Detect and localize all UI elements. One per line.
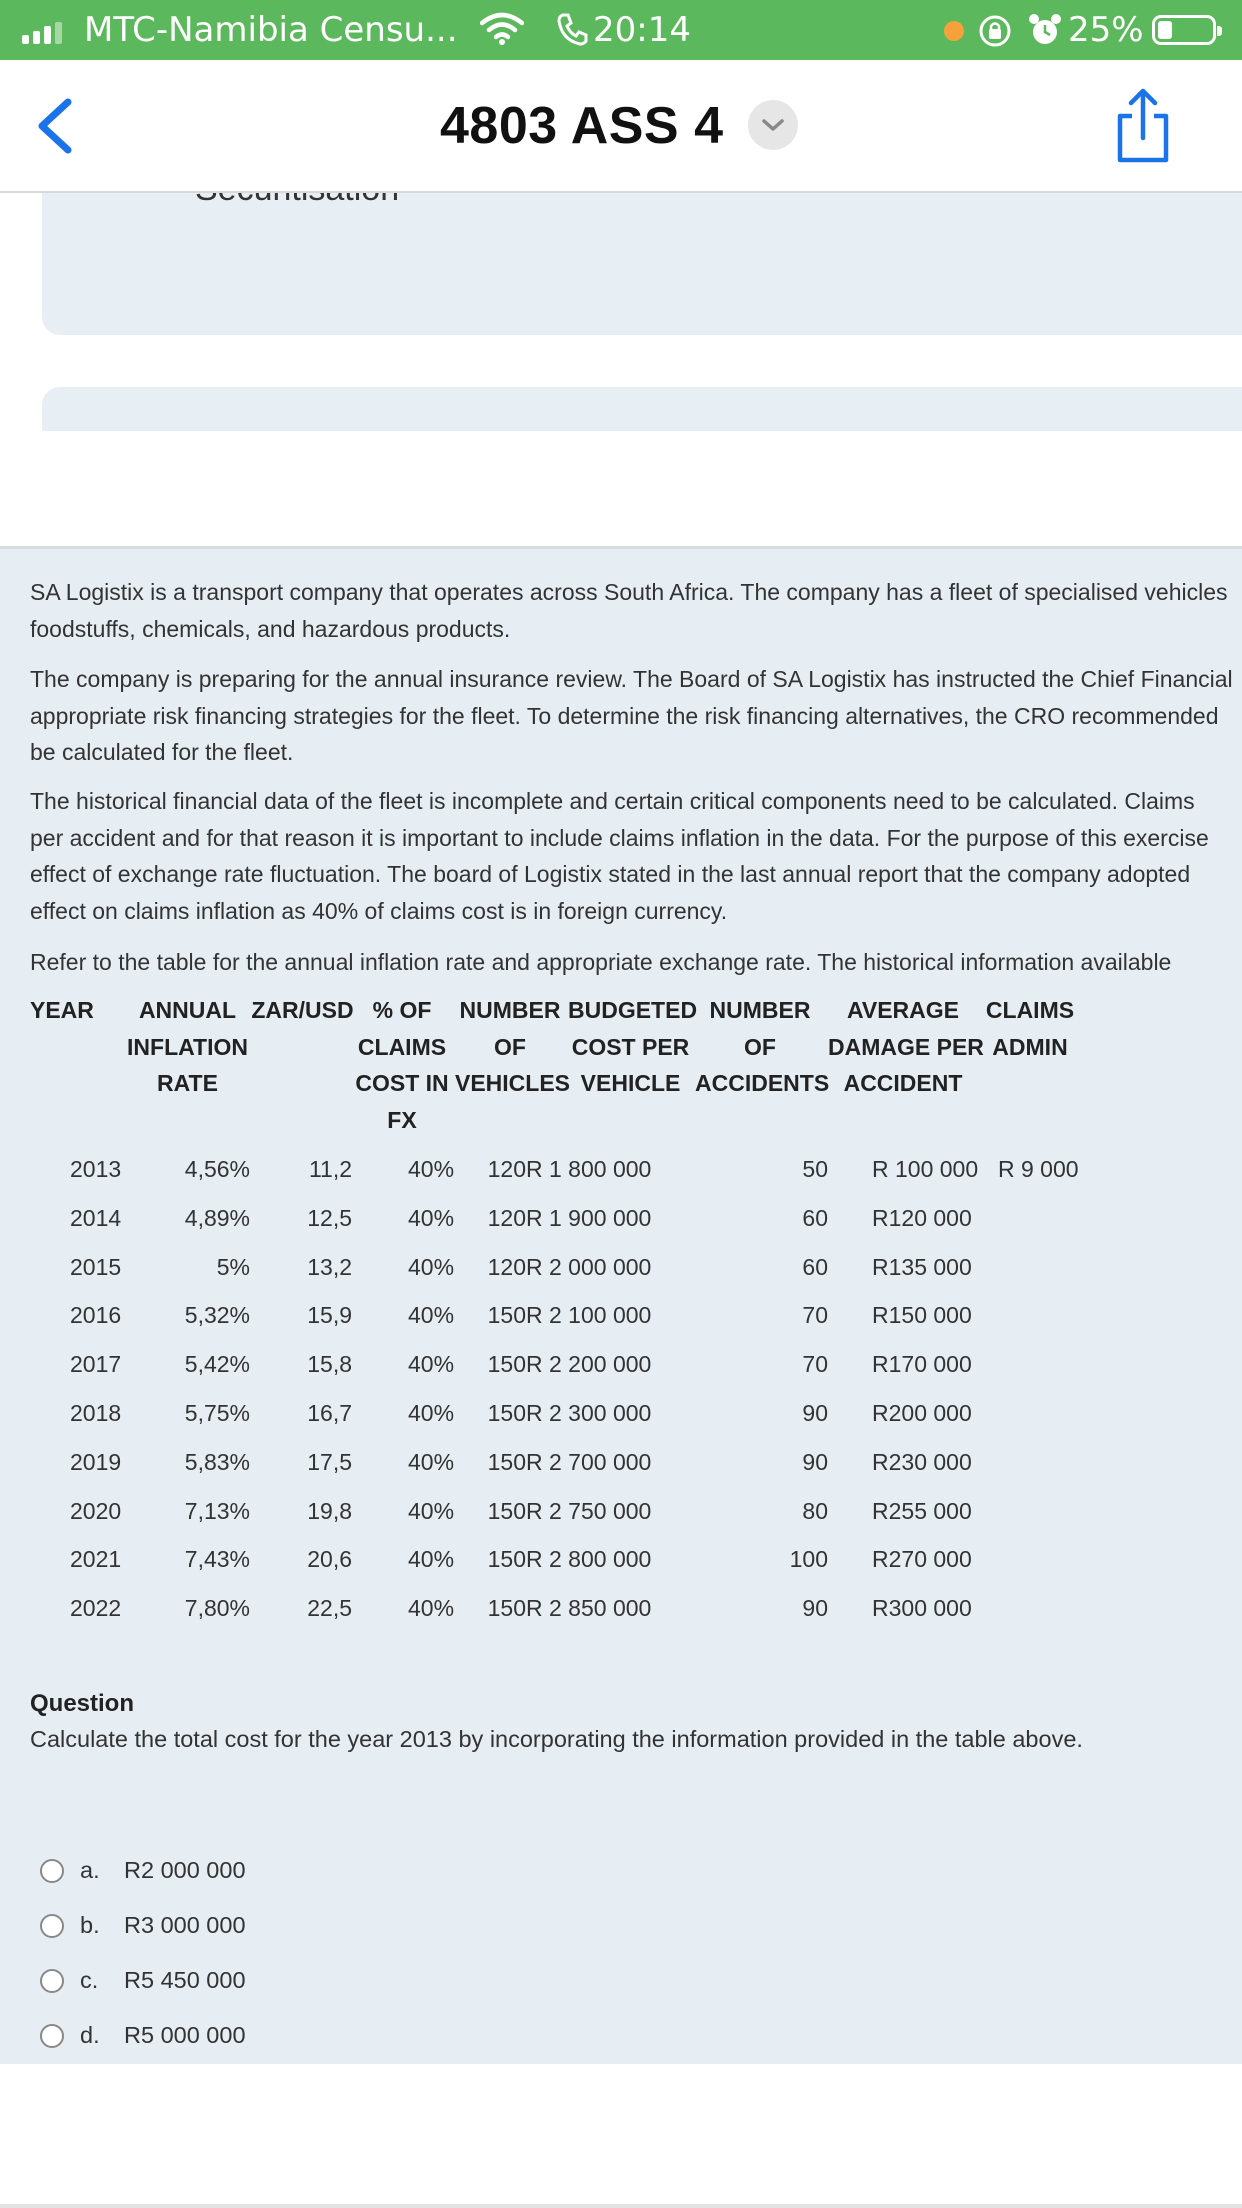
cell-exchange-rate: 15,8 [307,1351,352,1378]
content-card [42,190,1242,335]
cell-vehicle-count: 120 [487,1253,526,1280]
cell-percent-fx: 40% [408,1448,455,1475]
scroll-bottom-edge [0,2204,1242,2208]
cell-vehicle-count: 150 [487,1546,526,1573]
cell-vehicle-count: 120 [487,1156,526,1182]
cell-budgeted-cost: R 2 750 000 [526,1497,652,1524]
cell-budgeted-cost: R 2 700 000 [526,1448,652,1475]
document-title: 4803 ASS 4 [440,97,724,155]
cell-accident-count: 100 [789,1546,828,1573]
cell-percent-fx: 40% [408,1351,455,1378]
cell-accident-count: 80 [802,1497,828,1524]
battery-percent: 25% [1068,10,1144,50]
share-icon[interactable] [1112,86,1174,166]
cell-year: 2017 [70,1351,122,1378]
carrier-name: MTC-Namibia Censu... [84,10,458,50]
status-bar [0,0,1242,60]
call-icon [556,12,588,46]
cell-budgeted-cost: R 2 100 000 [526,1302,652,1329]
clock-time: 20:14 [593,10,691,50]
cell-claims-admin: R 9 000 [998,1156,1079,1182]
cell-exchange-rate: 17,5 [307,1448,352,1475]
answer-option-d[interactable]: d. R5 000 000 [40,2022,246,2049]
cell-vehicle-count: 150 [487,1497,526,1524]
cell-inflation-rate: 7,13% [184,1497,250,1524]
answer-option-c[interactable]: c. R5 450 000 [40,1967,246,1994]
cell-inflation-rate: 5,75% [184,1400,250,1426]
cell-budgeted-cost: R 1 900 000 [526,1204,652,1231]
cell-exchange-rate: 15,9 [307,1302,352,1329]
cell-accident-count: 60 [802,1253,828,1280]
cell-budgeted-cost: R 2 200 000 [526,1351,652,1378]
table-header-inflation: ANNUAL INFLATION RATE [127,997,248,1096]
radio-button[interactable] [40,2024,64,2048]
table-header-claims-admin: CLAIMS ADMIN [985,997,1075,1060]
content-card [42,387,1242,431]
question-text: Calculate the total cost for the year 2013 by incorporating the information provided in the table above. [30,1726,1083,1752]
chevron-down-icon [760,116,786,134]
answer-option-a[interactable]: a. R2 000 000 [40,1857,246,1884]
cell-percent-fx: 40% [408,1253,455,1280]
cell-inflation-rate: 7,43% [184,1546,250,1573]
paragraph-insurance-review: The company is preparing for the annual insurance review. The Board of SA Logistix has instructed the Chief Financial appropriate risk financing strategies for the fleet. To determine the risk financing alternatives, the CRO recommended be calculated for the fleet. [30,666,1233,765]
cell-budgeted-cost: R 1 800 000 [526,1156,652,1182]
cell-exchange-rate: 19,8 [307,1497,352,1524]
cell-accident-count: 70 [802,1302,828,1329]
cell-vehicle-count: 150 [487,1595,526,1622]
cell-year: 2014 [70,1204,122,1231]
cell-inflation-rate: 7,80% [184,1595,250,1622]
wifi-icon [480,12,524,46]
cell-accident-count: 50 [802,1156,828,1182]
paragraph-historical-data: The historical financial data of the fleet is incomplete and certain critical components need to be calculated. Claims per accident and for that reason it is important to include claims inflation in the data. For the purpose of this exercise effect of exchange rate fluctuation. The board of Logistix stated in the last annual report that the company adopted effect on claims inflation as 40% of claims cost is in foreign currency. [30,788,1209,924]
rotation-lock-icon [978,14,1012,48]
cell-inflation-rate: 4,89% [184,1204,250,1231]
cell-average-damage: R300 000 [872,1595,972,1622]
cell-year: 2021 [70,1546,122,1573]
cell-inflation-rate: 4,56% [184,1156,250,1182]
cell-year: 2018 [70,1400,122,1426]
table-header-average-damage: AVERAGE DAMAGE PER ACCIDENT [828,997,984,1096]
cell-exchange-rate: 13,2 [307,1253,352,1280]
cell-accident-count: 90 [802,1448,828,1475]
cell-year: 2015 [70,1253,122,1280]
privacy-indicator-icon [944,21,964,41]
cell-accident-count: 90 [802,1400,828,1426]
paragraph-refer-table: Refer to the table for the annual inflation rate and appropriate exchange rate. The historical information available [30,949,1172,975]
cell-accident-count: 60 [802,1204,828,1231]
cell-percent-fx: 40% [408,1302,455,1329]
radio-button[interactable] [40,1914,64,1938]
cell-budgeted-cost: R 2 000 000 [526,1253,652,1280]
answer-option-b[interactable]: b. R3 000 000 [40,1912,246,1939]
cell-percent-fx: 40% [408,1400,455,1426]
battery-icon [1152,15,1216,45]
cell-percent-fx: 40% [408,1204,455,1231]
cell-vehicle-count: 150 [487,1302,526,1329]
cell-average-damage: R255 000 [872,1497,972,1524]
cell-year: 2019 [70,1448,122,1475]
signal-icon [22,22,62,44]
cell-inflation-rate: 5,83% [184,1448,250,1475]
cell-vehicle-count: 150 [487,1400,526,1426]
navigation-bar [0,60,1242,193]
cell-budgeted-cost: R 2 850 000 [526,1595,652,1622]
cell-vehicle-count: 150 [487,1448,526,1475]
table-header-vehicles: NUMBER OF VEHICLES [455,997,571,1096]
cell-exchange-rate: 12,5 [307,1204,352,1231]
cell-average-damage: R 100 000 [872,1156,979,1182]
title-dropdown-button[interactable] [748,100,798,150]
cell-average-damage: R230 000 [872,1448,972,1475]
cell-exchange-rate: 22,5 [307,1595,352,1622]
cell-year: 2020 [70,1497,122,1524]
cell-average-damage: R150 000 [872,1302,972,1329]
cell-budgeted-cost: R 2 800 000 [526,1546,652,1573]
cell-inflation-rate: 5,32% [184,1302,250,1329]
table-header-year: YEAR [30,997,94,1023]
cell-exchange-rate: 20,6 [307,1546,352,1573]
cell-percent-fx: 40% [408,1546,455,1573]
cell-average-damage: R135 000 [872,1253,972,1280]
cell-year: 2016 [70,1302,122,1329]
question-label: Question [30,1690,135,1717]
cell-percent-fx: 40% [408,1156,455,1182]
radio-button[interactable] [40,1969,64,1993]
radio-button[interactable] [40,1859,64,1883]
alarm-icon [1027,12,1063,48]
cell-budgeted-cost: R 2 300 000 [526,1400,652,1426]
paragraph-intro: SA Logistix is a transport company that operates across South Africa. The company has a fleet of specialised vehicles foodstuffs, chemicals, and hazardous products. [30,579,1228,642]
table-header-accidents: NUMBER OF ACCIDENTS [695,997,830,1096]
cell-average-damage: R170 000 [872,1351,972,1378]
cell-average-damage: R270 000 [872,1546,972,1573]
cell-year: 2013 [70,1156,122,1182]
cell-exchange-rate: 16,7 [307,1400,352,1426]
cell-average-damage: R200 000 [872,1400,972,1426]
table-header-zar-usd: ZAR/USD [251,997,354,1023]
cell-accident-count: 70 [802,1351,828,1378]
cell-vehicle-count: 120 [487,1204,526,1231]
cell-year: 2022 [70,1595,122,1622]
cell-percent-fx: 40% [408,1595,455,1622]
cell-accident-count: 90 [802,1595,828,1622]
cell-inflation-rate: 5,42% [184,1351,250,1378]
cell-percent-fx: 40% [408,1497,455,1524]
table-header-percent-fx: % OF CLAIMS COST IN FX [355,997,449,1133]
cell-vehicle-count: 150 [487,1351,526,1378]
back-chevron-icon[interactable] [30,96,80,156]
table-header-budgeted-cost: BUDGETED COST PER VEHICLE [568,997,698,1096]
cell-average-damage: R120 000 [872,1204,972,1231]
cell-inflation-rate: 5% [216,1253,250,1280]
cell-exchange-rate: 11,2 [308,1156,352,1182]
